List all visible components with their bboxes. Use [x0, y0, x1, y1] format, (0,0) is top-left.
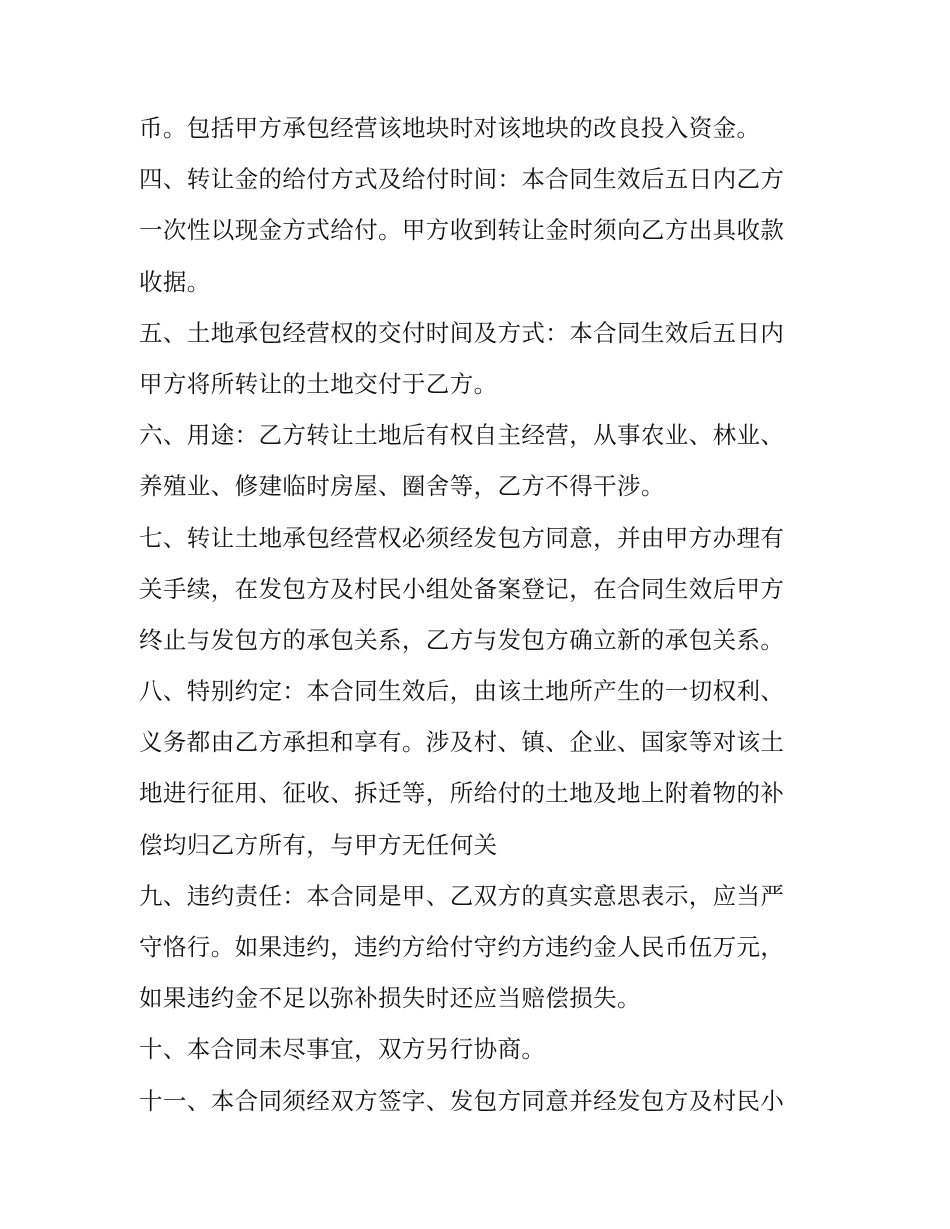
text-line-13: 义务都由乙方承担和享有。涉及村、镇、企业、国家等对该土 [139, 728, 785, 757]
text-line-11: 终止与发包方的承包关系，乙方与发包方确立新的承包关系。 [139, 625, 785, 654]
text-line-14: 地进行征用、征收、拆迁等，所给付的土地及地上附着物的补 [139, 779, 785, 808]
text-line-5: 五、土地承包经营权的交付时间及方式：本合同生效后五日内 [139, 318, 785, 347]
text-line-20: 十一、本合同须经双方签字、发包方同意并经发包方及村民小 [139, 1086, 785, 1115]
text-line-9: 七、转让土地承包经营权必须经发包方同意，并由甲方办理有 [139, 523, 785, 552]
text-line-12: 八、特别约定：本合同生效后，由该土地所产生的一切权利、 [139, 677, 785, 706]
text-line-16: 九、违约责任：本合同是甲、乙双方的真实意思表示，应当严 [139, 881, 785, 910]
contract-text [139, 103, 819, 1127]
text-line-8: 养殖业、修建临时房屋、圈舍等，乙方不得干涉。 [139, 472, 665, 501]
text-line-1: 币。包括甲方承包经营该地块时对该地块的改良投入资金。 [139, 114, 761, 142]
text-line-10: 关手续，在发包方及村民小组处备案登记，在合同生效后甲方 [139, 574, 785, 603]
text-line-15: 偿均归乙方所有，与甲方无任何关 [139, 830, 498, 859]
text-line-3: 一次性以现金方式给付。甲方收到转让金时须向乙方出具收款 [139, 216, 785, 245]
text-line-17: 守恪行。如果违约，违约方给付守约方违约金人民币伍万元， [139, 933, 785, 961]
text-line-4: 收据。 [139, 267, 211, 296]
text-line-7: 六、用途：乙方转让土地后有权自主经营，从事农业、林业、 [139, 421, 785, 450]
text-line-18: 如果违约金不足以弥补损失时还应当赔偿损失。 [139, 984, 641, 1013]
text-line-19: 十、本合同未尽事宜，双方另行协商。 [139, 1035, 546, 1064]
text-line-6: 甲方将所转让的土地交付于乙方。 [139, 369, 498, 398]
text-line-2: 四、转让金的给付方式及给付时间：本合同生效后五日内乙方 [139, 165, 785, 194]
